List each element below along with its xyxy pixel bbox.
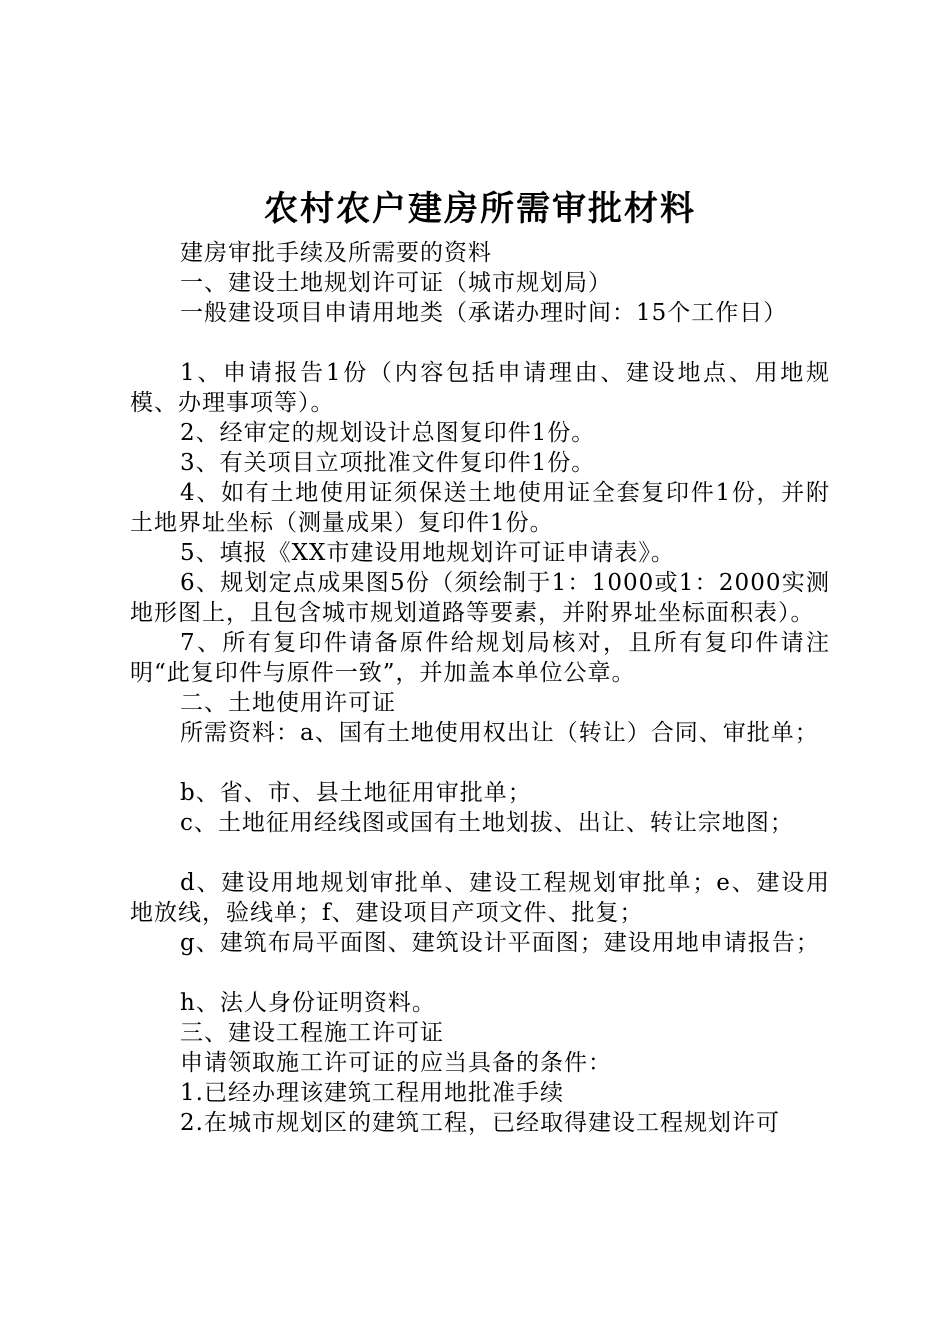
section-heading: 三、建设工程施工许可证 bbox=[180, 1020, 444, 1046]
list-item: 3、有关项目立项批准文件复印件1份。 bbox=[180, 450, 596, 476]
paragraph: g、建筑布局平面图、建筑设计平面图；建设用地申请报告； bbox=[180, 930, 820, 956]
paragraph: 建房审批手续及所需要的资料 bbox=[180, 240, 492, 266]
blank-line bbox=[130, 328, 830, 358]
paragraph: 一般建设项目申请用地类（承诺办理时间：15个工作日） bbox=[180, 300, 788, 326]
paragraph: 申请领取施工许可证的应当具备的条件： bbox=[180, 1050, 612, 1076]
paragraph: c、土地征用经线图或国有土地划拔、出让、转让宗地图； bbox=[180, 810, 794, 836]
list-item: 7、所有复印件请备原件给规划局核对，且所有复印件请注明“此复印件与原件一致”，并加盖本单位公章。 bbox=[130, 630, 830, 686]
list-item: 1、申请报告1份（内容包括申请理由、建设地点、用地规模、办理事项等）。 bbox=[130, 360, 830, 416]
blank-line bbox=[130, 748, 830, 778]
list-item: 4、如有土地使用证须保送土地使用证全套复印件1份，并附土地界址坐标（测量成果）复印件1份。 bbox=[130, 480, 830, 536]
paragraph: 所需资料：a、国有土地使用权出让（转让）合同、审批单； bbox=[180, 720, 819, 746]
section-heading: 一、建设土地规划许可证（城市规划局） bbox=[180, 270, 612, 296]
list-item: 1.已经办理该建筑工程用地批准手续 bbox=[180, 1080, 564, 1106]
blank-line bbox=[130, 958, 830, 988]
list-item: 2、经审定的规划设计总图复印件1份。 bbox=[180, 420, 596, 446]
list-item: 6、规划定点成果图5份（须绘制于1：1000或1：2000实测地形图上，且包含城市规划道路等要素，并附界址坐标面积表）。 bbox=[130, 570, 830, 626]
paragraph: d、建设用地规划审批单、建设工程规划审批单；e、建设用地放线，验线单；f、建设项目产项文件、批复； bbox=[130, 870, 830, 926]
paragraph: h、法人身份证明资料。 bbox=[180, 990, 436, 1016]
section-heading: 二、土地使用许可证 bbox=[180, 690, 396, 716]
paragraph: b、省、市、县土地征用审批单； bbox=[180, 780, 532, 806]
list-item: 5、填报《XX市建设用地规划许可证申请表》。 bbox=[180, 540, 675, 566]
document-title: 农村农户建房所需审批材料 bbox=[264, 189, 696, 229]
document-page bbox=[130, 180, 830, 1138]
list-item: 2.在城市规划区的建筑工程，已经取得建设工程规划许可 bbox=[180, 1110, 780, 1136]
document-body bbox=[130, 238, 830, 1138]
blank-line bbox=[130, 838, 830, 868]
